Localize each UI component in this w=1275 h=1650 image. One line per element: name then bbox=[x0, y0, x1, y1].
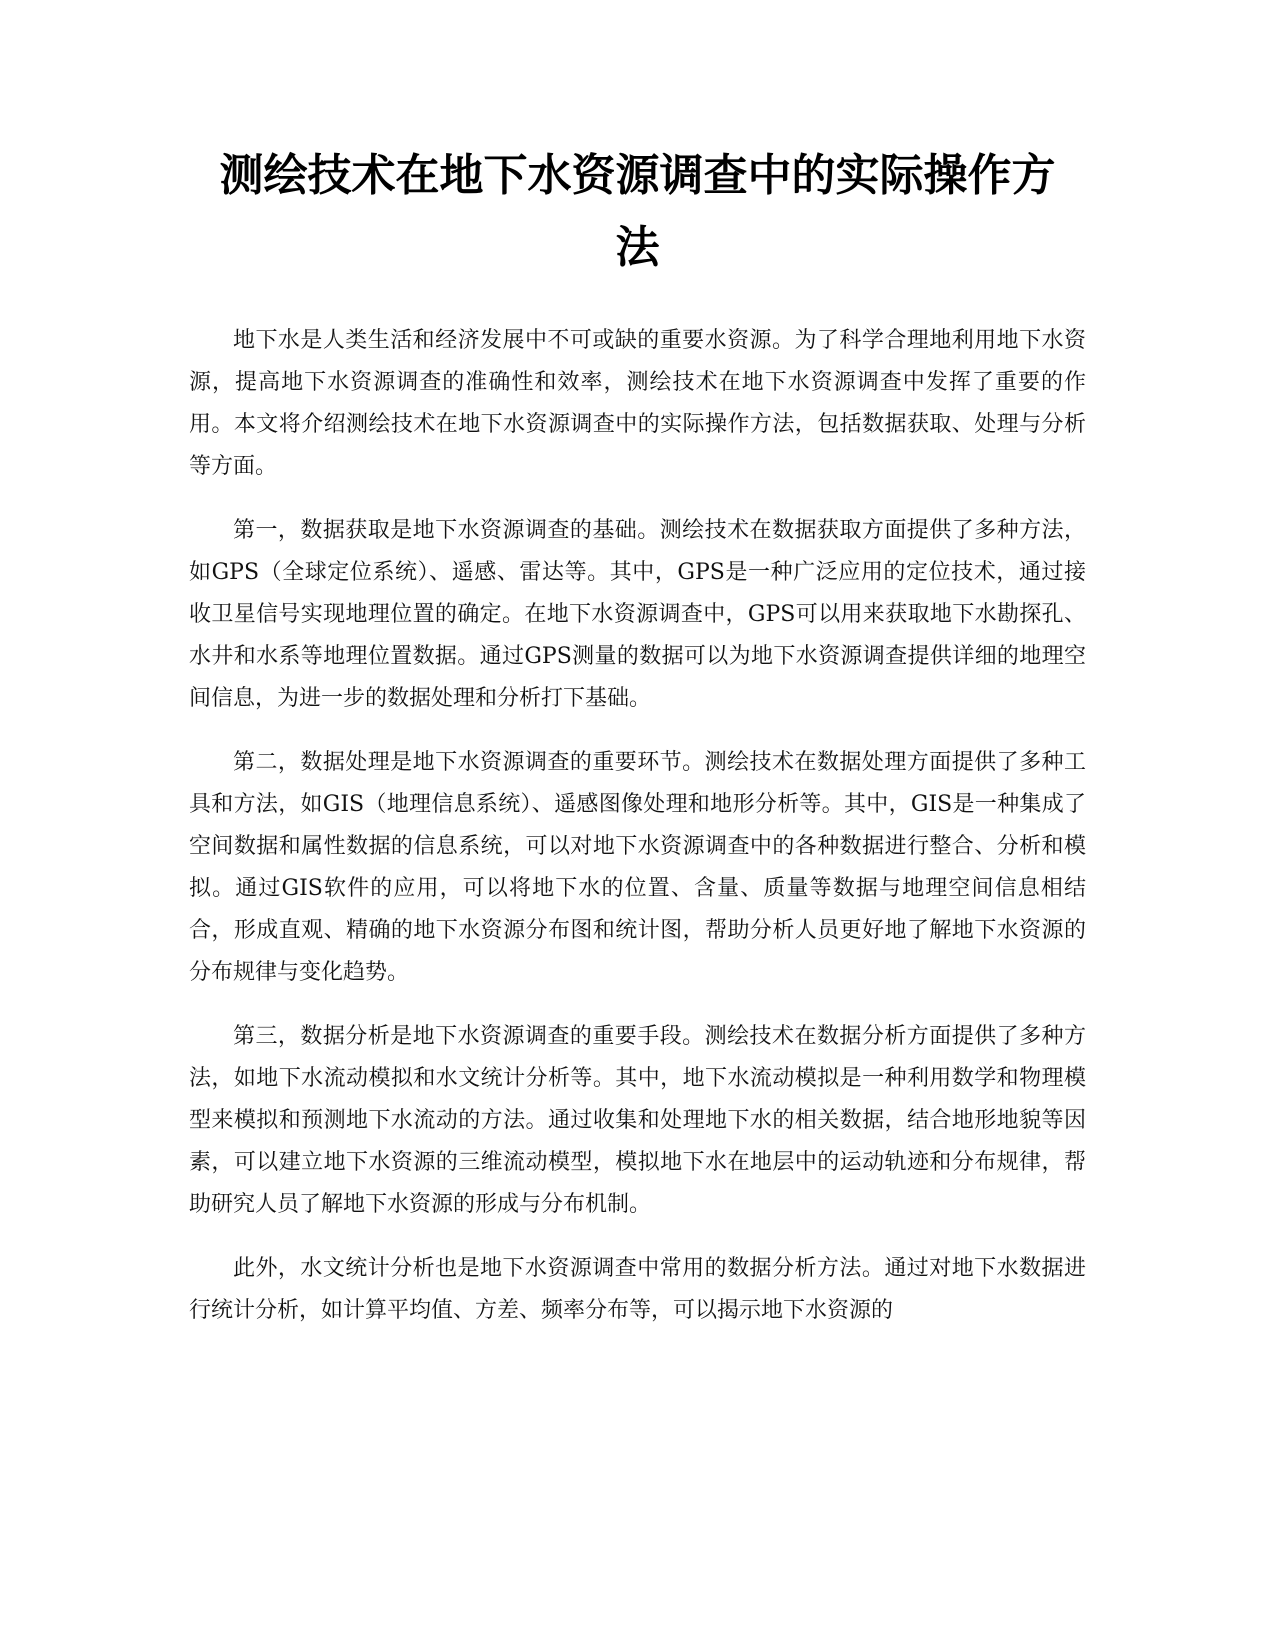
document-title bbox=[175, 140, 1100, 284]
document-body bbox=[189, 320, 1086, 1354]
title-line-2: 法 bbox=[615, 222, 660, 273]
paragraph-intro: 地下水是人类生活和经济发展中不可或缺的重要水资源。为了科学合理地利用地下水资源，提高地下水资源调查的准确性和效率，测绘技术在地下水资源调查中发挥了重要的作用。本文将介绍测绘技术在地下水资源调查中的实际操作方法，包括数据获取、处理与分析等方面。 bbox=[189, 328, 1086, 479]
paragraph-data-acquisition: 第一，数据获取是地下水资源调查的基础。测绘技术在数据获取方面提供了多种方法，如GPS（全球定位系统）、遥感、雷达等。其中，GPS是一种广泛应用的定位技术，通过接收卫星信号实现地理位置的确定。在地下水资源调查中，GPS可以用来获取地下水勘探孔、水井和水系等地理位置数据。通过GPS测量的数据可以为地下水资源调查提供详细的地理空间信息，为进一步的数据处理和分析打下基础。 bbox=[189, 518, 1086, 711]
paragraph-data-analysis: 第三，数据分析是地下水资源调查的重要手段。测绘技术在数据分析方面提供了多种方法，如地下水流动模拟和水文统计分析等。其中，地下水流动模拟是一种利用数学和物理模型来模拟和预测地下水流动的方法。通过收集和处理地下水的相关数据，结合地形地貌等因素，可以建立地下水资源的三维流动模型，模拟地下水在地层中的运动轨迹和分布规律，帮助研究人员了解地下水资源的形成与分布机制。 bbox=[189, 1024, 1086, 1217]
paragraph-data-processing: 第二，数据处理是地下水资源调查的重要环节。测绘技术在数据处理方面提供了多种工具和方法，如GIS（地理信息系统）、遥感图像处理和地形分析等。其中，GIS是一种集成了空间数据和属性数据的信息系统，可以对地下水资源调查中的各种数据进行整合、分析和模拟。通过GIS软件的应用，可以将地下水的位置、含量、质量等数据与地理空间信息相结合，形成直观、精确的地下水资源分布图和统计图，帮助分析人员更好地了解地下水资源的分布规律与变化趋势。 bbox=[189, 750, 1086, 985]
paragraph-statistics: 此外，水文统计分析也是地下水资源调查中常用的数据分析方法。通过对地下水数据进行统计分析，如计算平均值、方差、频率分布等，可以揭示地下水资源的 bbox=[189, 1256, 1086, 1323]
title-line-1: 测绘技术在地下水资源调查中的实际操作方 bbox=[219, 150, 1056, 201]
